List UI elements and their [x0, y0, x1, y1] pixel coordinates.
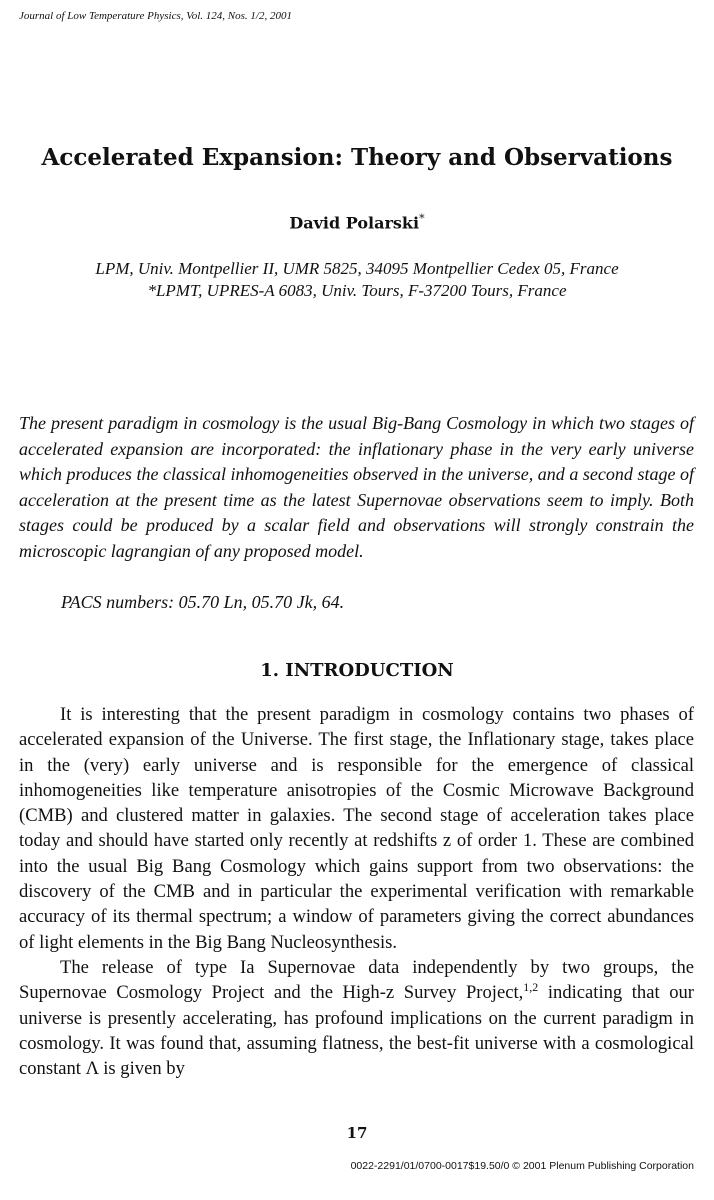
affiliations: [0, 258, 714, 302]
page-number: 17: [346, 1124, 368, 1142]
paragraph: [19, 955, 694, 1081]
journal-header: Journal of Low Temperature Physics, Vol. 124, Nos. 1/2, 2001: [19, 10, 292, 22]
author-name: David Polarski: [289, 213, 420, 233]
affiliation-secondary: *LPMT, UPRES-A 6083, Univ. Tours, F-37200 Tours, France: [147, 281, 567, 300]
body-text: [19, 702, 694, 1081]
citation-refs[interactable]: 1,2: [523, 980, 539, 995]
paper-title: Accelerated Expansion: Theory and Observations: [41, 144, 673, 171]
paragraph-text: indicating that our universe is presently accelerating, has profound implications on the current paradigm in cosmology. It was found that, assuming flatness, the best-fit universe with a cosmological constant Λ is given by: [19, 982, 694, 1080]
paragraph-text: The release of type Ia Supernovae data independently by two groups, the Supernovae Cosmology Project and the High-z Survey Project,: [19, 956, 694, 1004]
author-mark: *: [419, 212, 425, 225]
affiliation-primary: LPM, Univ. Montpellier II, UMR 5825, 34095 Montpellier Cedex 05, France: [95, 259, 619, 278]
section-heading: 1. INTRODUCTION: [260, 660, 454, 681]
author-line: [0, 208, 714, 234]
copyright-footer: 0022-2291/01/0700-0017$19.50/0 © 2001 Plenum Publishing Corporation: [350, 1160, 694, 1172]
pacs-numbers: PACS numbers: 05.70 Ln, 05.70 Jk, 64.: [61, 592, 345, 612]
abstract: The present paradigm in cosmology is the usual Big-Bang Cosmology in which two stages of accelerated expansion are incorporated: the inflationary phase in the very early universe which produces the classical inhomogeneities observed in the universe, and a second stage of acceleration at the present time as the latest Supernovae observations seem to imply. Both stages could be produced by a scalar field and observations will strongly constrain the microscopic lagrangian of any proposed model.: [19, 413, 694, 561]
paragraph: It is interesting that the present paradigm in cosmology contains two phases of accelerated expansion of the Universe. The first stage, the Inflationary stage, takes place in the (very) early universe and is responsible for the emergence of classical inhomogeneities like temperature anisotropies of the Cosmic Microwave Background (CMB) and clustered matter in galaxies. The second stage of acceleration takes place today and should have started only recently at redshifts z of order 1. These are combined into the usual Big Bang Cosmology which gains support from two observations: the discovery of the CMB and in particular the experimental verification with remarkable accuracy of its thermal spectrum; a window of parameters giving the correct abundances of light elements in the Big Bang Nucleosynthesis.: [19, 704, 694, 953]
